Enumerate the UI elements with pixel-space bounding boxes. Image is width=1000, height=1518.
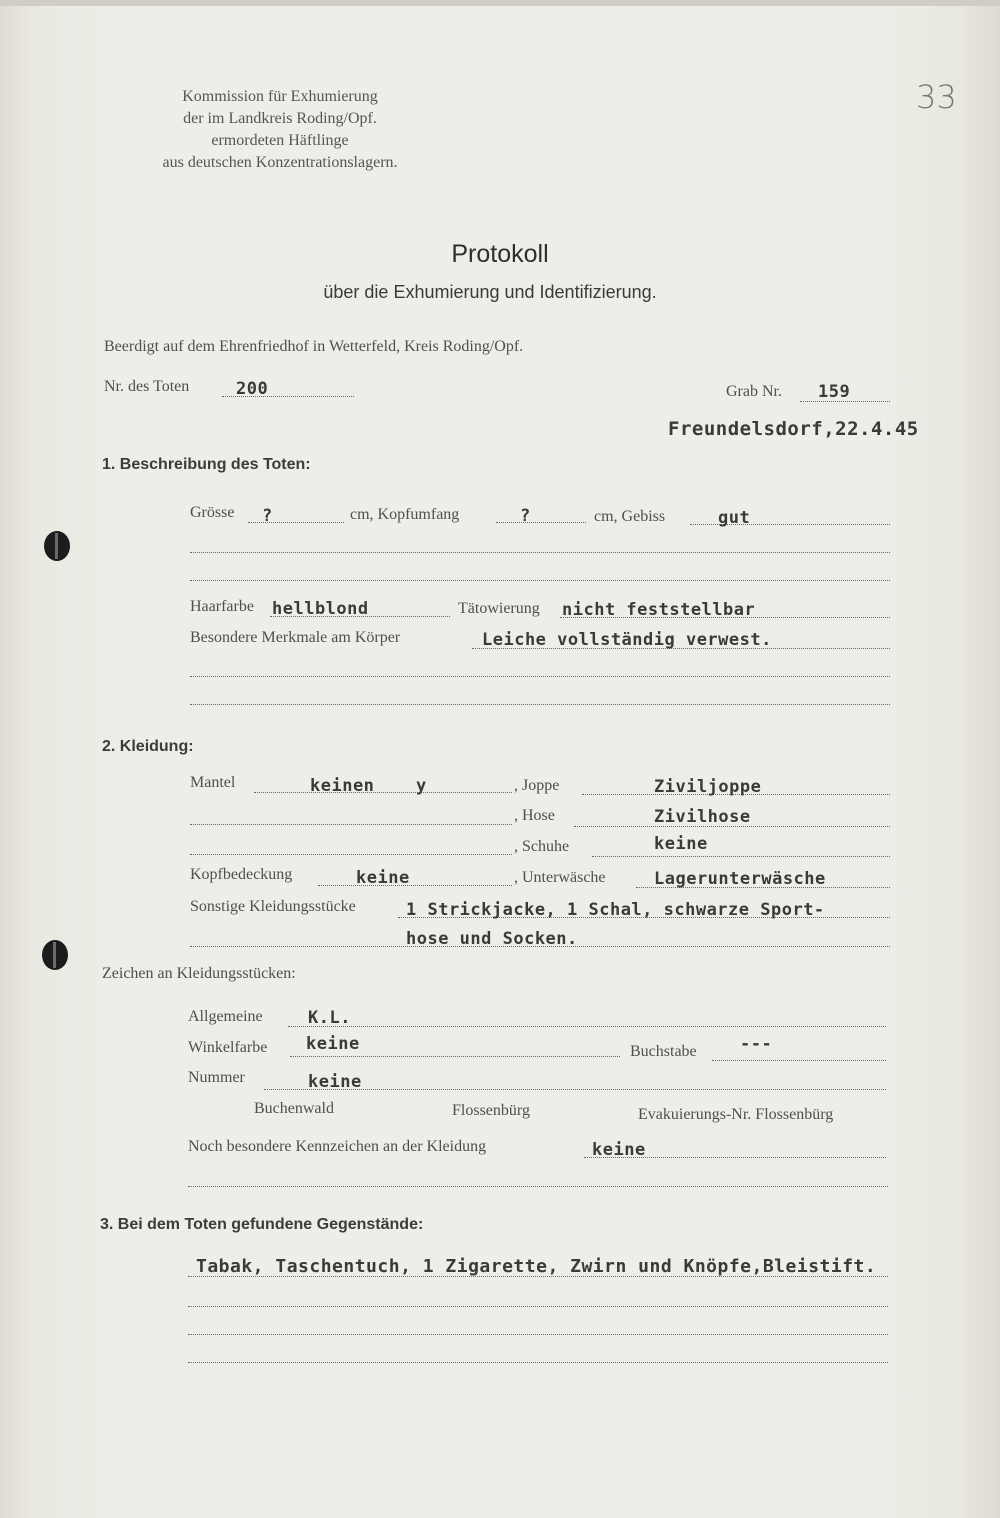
other-clothing-value-1: 1 Strickjacke, 1 Schal, schwarze Sport- [406,900,825,920]
tattoo-value: nicht feststellbar [562,600,756,620]
page-top-edge [0,0,1000,6]
general-mark-line [288,1026,886,1027]
size-value: ? [262,506,273,526]
head-unit: cm, Gebiss [594,508,666,525]
found-items-value: Tabak, Taschentuch, 1 Zigarette, Zwirn und Knöpfe,Bleistift. [196,1256,877,1277]
headwear-value: keine [356,868,410,888]
commission-line-2: der im Landkreis Roding/Opf. [183,110,377,127]
page-number: 33 [916,78,957,116]
special-marks-label: Noch besondere Kennzeichen an der Kleidung [188,1138,487,1155]
head-value: ? [520,506,531,526]
punch-hole-lower [42,940,68,970]
angle-color-label: Winkelfarbe [188,1039,268,1056]
found-items-line-3 [188,1334,888,1335]
underwear-value: Lagerunterwäsche [654,869,826,889]
underwear-label: , Unterwäsche [514,869,606,886]
coat-mark: y [416,776,427,796]
letter-label: Buchstabe [630,1043,697,1060]
other-clothing-label: Sonstige Kleidungsstücke [190,898,356,915]
blank-line-7 [188,1186,888,1187]
section3-heading: 3. Bei dem Toten gefundene Gegenstände: [100,1216,424,1233]
blank-line-6 [190,854,512,855]
tattoo-label: Tätowierung [458,600,540,617]
number-label: Nummer [188,1069,245,1086]
dead-number-label: Nr. des Toten [104,378,190,395]
letter-value: --- [740,1034,773,1054]
trousers-label: , Hose [514,807,555,824]
coat-label: Mantel [190,774,236,791]
marks-label: Besondere Merkmale am Körper [190,629,401,646]
commission-header [120,86,440,174]
coat-value: keinen [310,776,375,796]
found-items-line-2 [188,1306,888,1307]
head-line [496,522,586,523]
hair-value: hellblond [272,599,369,619]
shoes-line [592,856,890,857]
found-items-line-4 [188,1362,888,1363]
burial-place: Beerdigt auf dem Ehrenfriedhof in Wetterfeld, Kreis Roding/Opf. [104,338,524,355]
found-items-line-1 [188,1276,888,1277]
general-mark-label: Allgemeine [188,1008,263,1025]
jacket-value: Ziviljoppe [654,777,762,797]
headwear-label: Kopfbedeckung [190,866,293,883]
hair-label: Haarfarbe [190,598,254,615]
size-label: Grösse [190,504,235,521]
special-marks-value: keine [592,1140,646,1160]
grave-number-value: 159 [818,382,851,402]
blank-line-1 [190,552,890,553]
camp-evacuation-number: Evakuierungs-Nr. Flossenbürg [638,1106,834,1123]
jacket-label: , Joppe [514,777,560,794]
angle-color-line [290,1056,620,1057]
document-subtitle: über die Exhumierung und Identifizierung. [323,282,657,302]
angle-color-value: keine [306,1034,360,1054]
teeth-value: gut [718,508,751,528]
section2-heading: 2. Kleidung: [102,738,194,755]
marks-value: Leiche vollständig verwest. [482,630,772,650]
commission-line-4: aus deutschen Konzentrationslagern. [162,154,398,171]
blank-line-2 [190,580,890,581]
other-clothing-value-2: hose und Socken. [406,929,578,949]
trousers-value: Zivilhose [654,807,751,827]
document-title: Protokoll [451,240,549,268]
camp-buchenwald: Buchenwald [254,1100,334,1117]
size-unit: cm, Kopfumfang [350,506,460,523]
blank-line-5 [190,824,512,825]
general-mark-value: K.L. [308,1008,351,1028]
blank-line-3 [190,676,890,677]
grave-number-label: Grab Nr. [726,383,782,400]
shoes-value: keine [654,834,708,854]
number-value: keine [308,1072,362,1092]
commission-line-3: ermordeten Häftlinge [211,132,349,149]
commission-line-1: Kommission für Exhumierung [182,88,378,105]
coat-line [254,792,512,793]
section1-heading: 1. Beschreibung des Toten: [102,456,311,473]
letter-line [712,1060,886,1061]
headwear-line [318,885,512,886]
shoes-label: , Schuhe [514,838,570,855]
origin-note: Freundelsdorf,22.4.45 [668,418,919,440]
camp-flossenburg: Flossenbürg [452,1102,530,1119]
clothing-marks-heading: Zeichen an Kleidungsstücken: [102,965,296,982]
blank-line-4 [190,704,890,705]
punch-hole-upper [44,531,70,561]
dead-number-value: 200 [236,379,269,399]
